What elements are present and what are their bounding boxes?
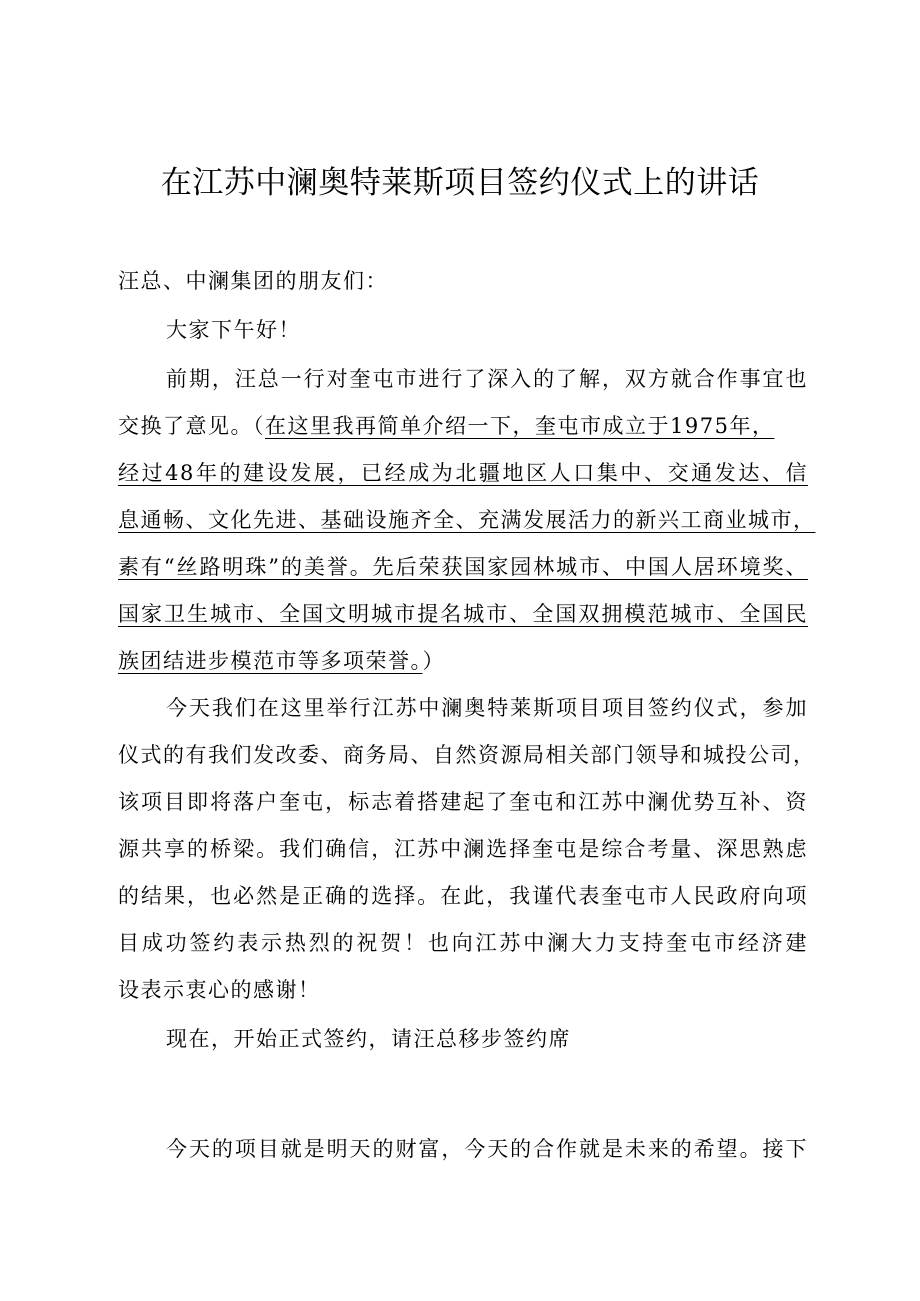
greeting-line: 大家下午好！: [166, 318, 301, 342]
salutation: 汪总、中澜集团的朋友们：: [118, 269, 388, 293]
underlined-text: 在这里我再简单介绍一下，奎屯市成立于1975年，: [265, 414, 775, 438]
paragraph-line: 目成功签约表示热烈的祝贺！也向江苏中澜大力支持奎屯市经济建: [118, 931, 808, 955]
paragraph-line: [118, 646, 808, 676]
paragraph-text: 交换了意见。（: [118, 414, 265, 438]
paragraph-line: 今天的项目就是明天的财富，今天的合作就是未来的希望。接下: [166, 1137, 808, 1161]
underlined-line: 经过48年的建设发展，已经成为北疆地区人口集中、交通发达、信: [118, 461, 808, 485]
paragraph-line: 仪式的有我们发改委、商务局、自然资源局相关部门领导和城投公司，: [118, 743, 816, 767]
paragraph-line: 今天我们在这里举行江苏中澜奥特莱斯项目项目签约仪式，参加: [166, 696, 808, 720]
paragraph-line: 设表示衷心的感谢！: [118, 978, 321, 1002]
paragraph-line: 现在，开始正式签约，请汪总移步签约席: [166, 1027, 571, 1051]
paragraph-line: 的结果，也必然是正确的选择。在此，我谨代表奎屯市人民政府向项: [118, 884, 808, 908]
paragraph-line: [118, 411, 808, 441]
document-title: 在江苏中澜奥特莱斯项目签约仪式上的讲话: [160, 165, 760, 201]
paragraph-text: ）: [422, 649, 445, 673]
underlined-line: 国家卫生城市、全国文明城市提名城市、全国双拥模范城市、全国民: [118, 602, 808, 626]
paragraph-line: 前期，汪总一行对奎屯市进行了深入的了解，双方就合作事宜也: [166, 367, 808, 391]
paragraph-line: 该项目即将落户奎屯，标志着搭建起了奎屯和江苏中澜优势互补、资: [118, 790, 808, 814]
underlined-line: 息通畅、文化先进、基础设施齐全、充满发展活力的新兴工商业城市，: [118, 508, 816, 532]
paragraph-line: 源共享的桥梁。我们确信，江苏中澜选择奎屯是综合考量、深思熟虑: [118, 837, 808, 861]
underlined-line: 素有“丝路明珠”的美誉。先后荣获国家园林城市、中国人居环境奖、: [118, 555, 808, 579]
underlined-text: 族团结进步模范市等多项荣誉。: [118, 649, 423, 673]
